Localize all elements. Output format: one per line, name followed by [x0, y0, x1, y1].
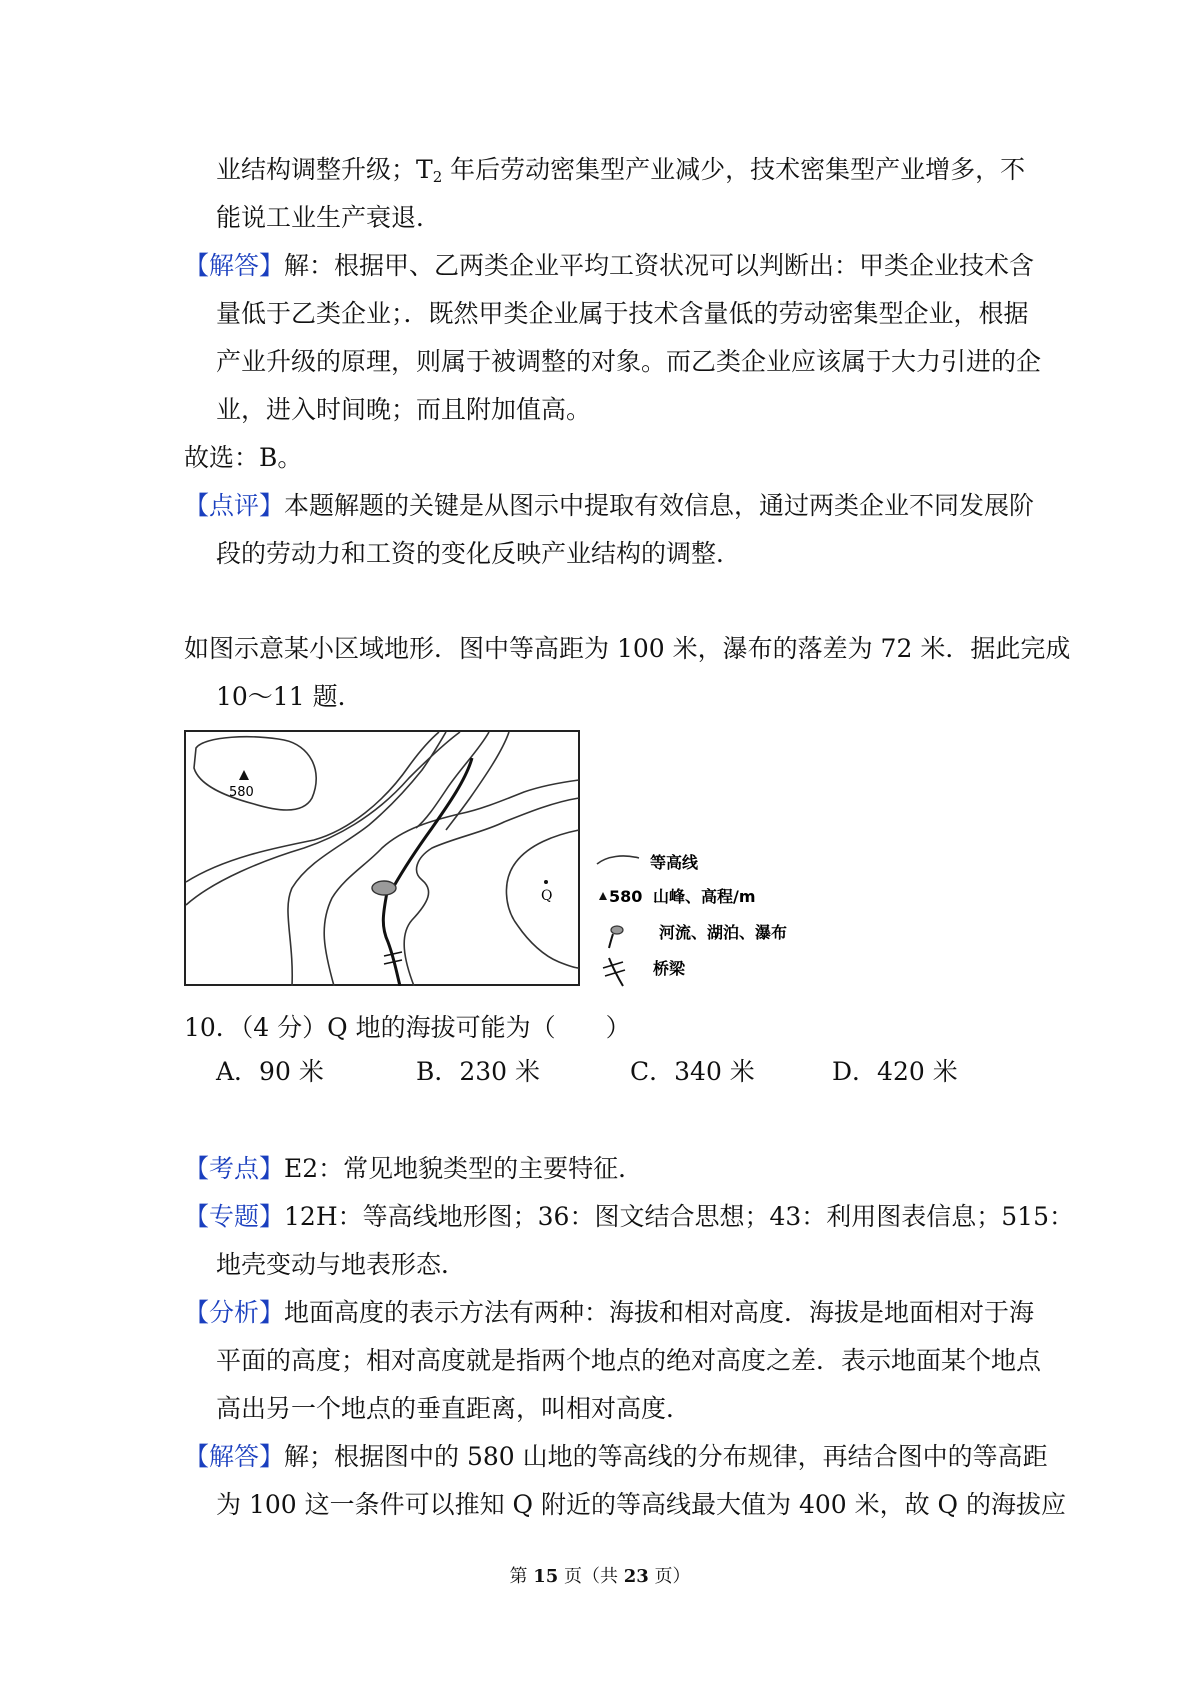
text-line: 段的劳动力和工资的变化反映产业结构的调整．	[216, 539, 742, 568]
topic-tag: 【专题】	[184, 1202, 285, 1231]
text-line: 如图示意某小区域地形．图中等高距为 100 米，瀑布的落差为 72 米．据此完成	[184, 634, 1071, 663]
analysis-tag: 【分析】	[184, 1298, 285, 1327]
answer-section-1	[184, 242, 1041, 434]
text-line: E2：常见地貌类型的主要特征．	[284, 1154, 644, 1183]
legend-contour: 等高线	[650, 853, 699, 872]
map-legend	[595, 850, 815, 990]
water-legend-icon	[611, 926, 623, 934]
text-line: 业结构调整升级；T	[216, 155, 433, 184]
question-intro	[184, 625, 1070, 721]
text-line: 量低于乙类企业；．既然甲类企业属于技术含量低的劳动密集型企业，根据	[216, 299, 1029, 328]
text-line: 地面高度的表示方法有两种：海拔和相对高度．海拔是地面相对于海	[284, 1298, 1035, 1327]
footer-text: 第	[509, 1566, 534, 1587]
legend-water: 河流、湖泊、瀑布	[659, 923, 788, 942]
text-line: 平面的高度；相对高度就是指两个地点的绝对高度之差．表示地面某个地点	[216, 1346, 1042, 1375]
text-line: 年后劳动密集型产业减少，技术密集型产业增多，不	[442, 155, 1026, 184]
text-line: 产业升级的原理，则属于被调整的对象。而乙类企业应该属于大力引进的企	[216, 347, 1042, 376]
text-line: 高出另一个地点的垂直距离，叫相对高度．	[216, 1394, 692, 1423]
comment-section	[184, 482, 1034, 578]
subscript: 2	[432, 168, 443, 186]
keypoint-section	[184, 1145, 643, 1193]
analysis-section	[184, 1289, 1041, 1433]
peak-legend-icon	[599, 892, 607, 900]
legend-peak: 山峰、高程/m	[653, 887, 756, 906]
text-line: 解；根据图中的 580 山地的等高线的分布规律，再结合图中的等高距	[284, 1442, 1048, 1471]
contour-legend-icon	[597, 856, 639, 864]
choice-line: 故选：B。	[184, 443, 303, 472]
answer-tag: 【解答】	[184, 1442, 285, 1471]
page-total: 23	[623, 1566, 649, 1587]
text-line: 业，进入时间晚；而且附加值高。	[216, 395, 592, 424]
footer-text: 页）	[648, 1566, 691, 1587]
q-point-icon	[544, 880, 548, 884]
footer-text: 页（共	[558, 1566, 624, 1587]
bridge-legend-icon	[603, 958, 625, 986]
answer-section-2	[184, 1433, 1066, 1529]
text-line: 解：根据甲、乙两类企业平均工资状况可以判断出：甲类企业技术含	[284, 251, 1035, 280]
text-line: 为 100 这一条件可以推知 Q 附近的等高线最大值为 400 米，故 Q 的海拔应	[216, 1490, 1067, 1519]
text-line: 12H：等高线地形图；36：图文结合思想；43：利用图表信息；515：	[284, 1202, 1074, 1231]
option-d: D．420 米	[832, 1057, 958, 1086]
lake	[372, 881, 396, 895]
legend-peak-value: 580	[609, 887, 643, 906]
page-number: 15	[533, 1566, 559, 1587]
text-line: 地壳变动与地表形态．	[216, 1250, 467, 1279]
keypoint-tag: 【考点】	[184, 1154, 285, 1183]
legend-bridge: 桥梁	[653, 959, 686, 978]
continuation-paragraph	[216, 146, 1025, 242]
option-b: B．230 米	[416, 1057, 541, 1086]
text-line: 10～11 题．	[216, 682, 363, 711]
option-c: C．340 米	[630, 1057, 755, 1086]
topic-section	[184, 1193, 1074, 1289]
text-line: 能说工业生产衰退．	[216, 203, 442, 232]
question-10-stem: 10．（4 分）Q 地的海拔可能为（ ）	[184, 1013, 631, 1042]
answer-tag: 【解答】	[184, 251, 285, 280]
water-legend-river	[609, 934, 613, 948]
option-a: A．90 米	[216, 1057, 324, 1086]
text-line: 本题解题的关键是从图示中提取有效信息，通过两类企业不同发展阶	[284, 491, 1035, 520]
comment-tag: 【点评】	[184, 491, 285, 520]
q-label: Q	[541, 888, 553, 904]
peak-label: 580	[229, 785, 254, 800]
page-footer	[0, 1562, 1200, 1588]
contour-map	[184, 730, 580, 986]
